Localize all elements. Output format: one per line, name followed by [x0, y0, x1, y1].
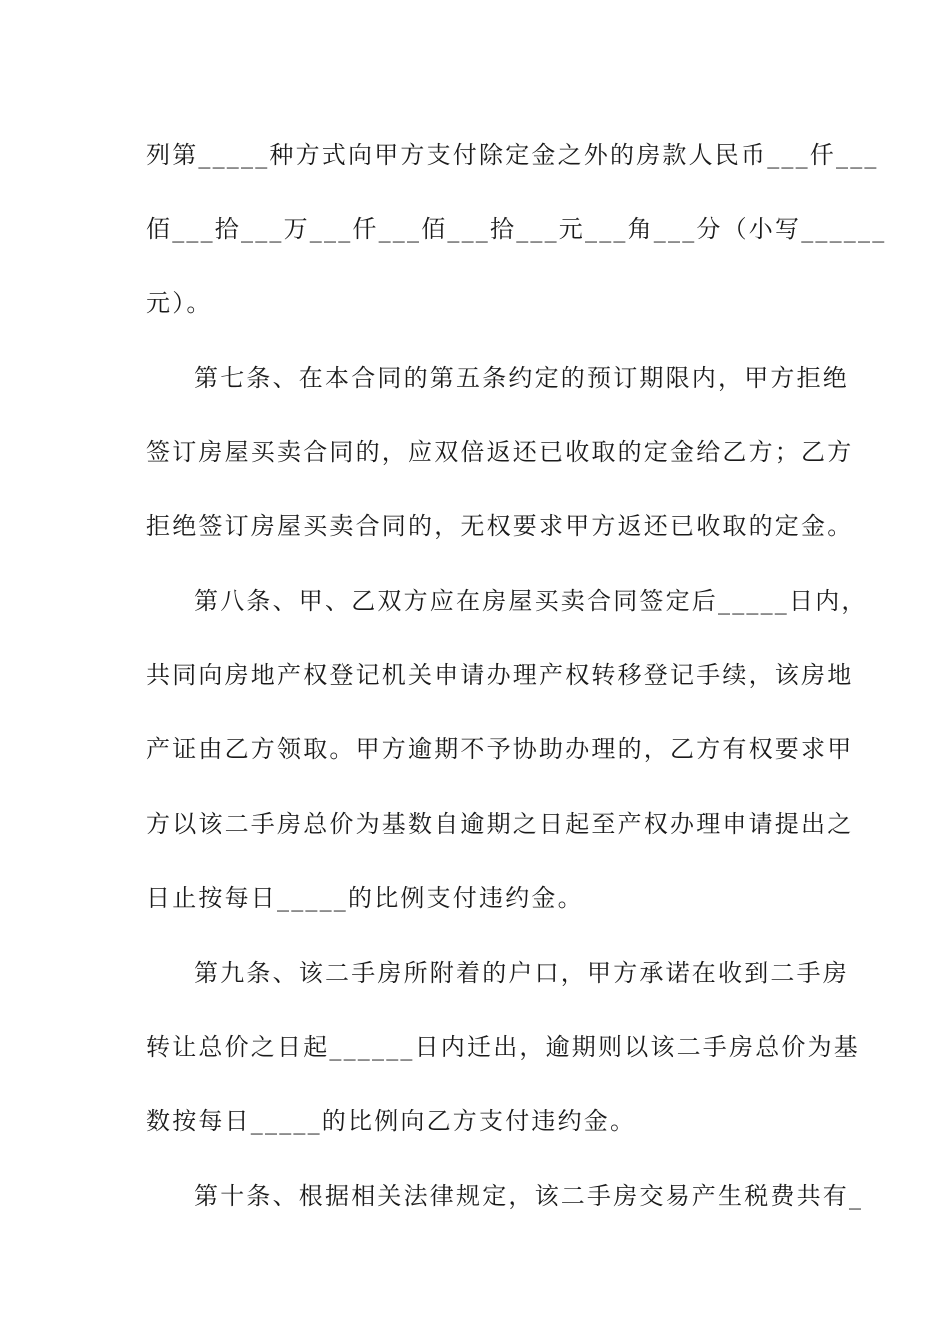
- text-line: 产证由乙方领取。甲方逾期不予协助办理的，乙方有权要求甲: [146, 735, 854, 763]
- text-line: 共同向房地产权登记机关申请办理产权转移登记手续，该房地: [146, 661, 854, 689]
- text-line: 拒绝签订房屋买卖合同的，无权要求甲方返还已收取的定金。: [146, 512, 854, 540]
- paragraph-start-article-10: 第十条、根据相关法律规定，该二手房交易产生税费共有_: [194, 1182, 864, 1210]
- text-line: 列第_____种方式向甲方支付除定金之外的房款人民币___仟___: [146, 141, 879, 169]
- paragraph-start-article-7: 第七条、在本合同的第五条约定的预订期限内，甲方拒绝: [194, 364, 849, 392]
- paragraph-start-article-9: 第九条、该二手房所附着的户口，甲方承诺在收到二手房: [194, 959, 849, 987]
- text-line: 数按每日_____的比例向乙方支付违约金。: [146, 1107, 637, 1135]
- text-line: 日止按每日_____的比例支付违约金。: [146, 884, 584, 912]
- text-line: 方以该二手房总价为基数自逾期之日起至产权办理申请提出之: [146, 810, 854, 838]
- text-line: 转让总价之日起______日内迁出，逾期则以该二手房总价为基: [146, 1033, 860, 1061]
- text-line: 佰___拾___万___仟___佰___拾___元___角___分（小写______: [146, 215, 887, 243]
- paragraph-start-article-8: 第八条、甲、乙双方应在房屋买卖合同签定后_____日内，: [194, 587, 868, 615]
- text-line: 元）。: [146, 289, 213, 317]
- text-line: 签订房屋买卖合同的，应双倍返还已收取的定金给乙方；乙方: [146, 438, 854, 466]
